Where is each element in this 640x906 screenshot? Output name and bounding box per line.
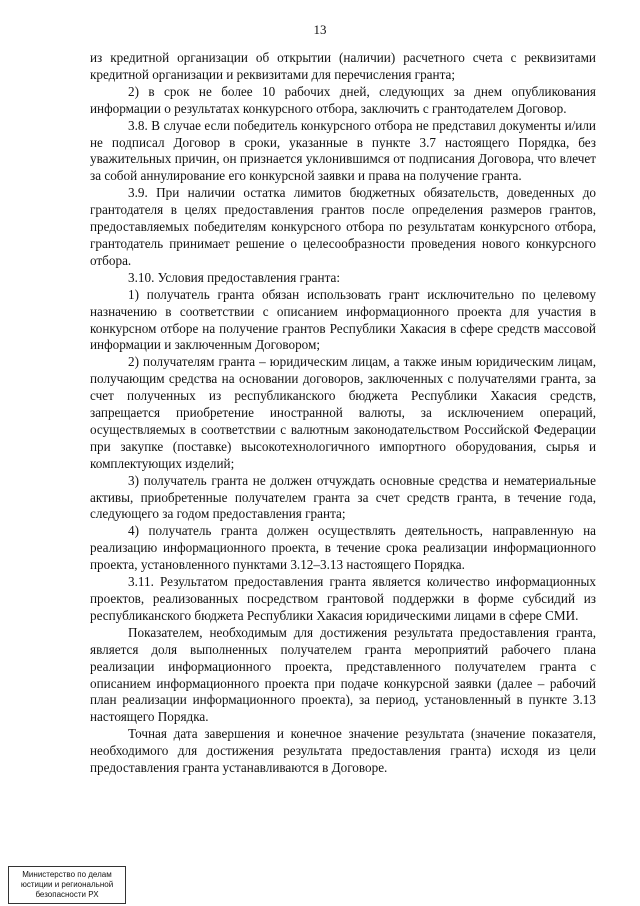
- paragraph-3-9: 3.9. При наличии остатка лимитов бюджетных обязательств, доведенных до грантодателя в целях предоставления грантов после определения размеров грантов, предоставляемых победителям конкурсного отбора по результатам конкурсного отбора, грантодатель принимает решение о целесообразности проведения нового конкурсного отбора.: [90, 185, 596, 268]
- paragraph-3-8: 3.8. В случае если победитель конкурсного отбора не представил документы и/или не подписал Договор в сроки, указанные в пункте 3.7 настоящего Порядка, без уважительных причин, он признается уклонившимся от подписания Договора, что влечет за собой аннулирование его конкурсной заявки и права на получение гранта.: [90, 117, 596, 184]
- paragraph-completion-date: Точная дата завершения и конечное значение результата (значение показателя, необходимого для достижения результата предоставления гранта) исходя из цели предоставления гранта устанавливаются в Договоре.: [90, 726, 596, 776]
- paragraph-condition-3: 3) получатель гранта не должен отчуждать основные средства и нематериальные активы, приобретенные получателем гранта за счет средств гранта, в течение года, следующего за годом предоставления гранта;: [90, 472, 596, 522]
- paragraph-condition-2: 2) получателям гранта – юридическим лицам, а также иным юридическим лицам, получающим средства на основании договоров, заключенных с получателями гранта, за счет полученных из республиканского бюджета Республики Хакасия средств, запрещается приобретение иностранной валюты, за исключением операций, осуществляемых в соответствии с валютным законодательством Российской Федерации при закупке (поставке) высокотехнологичного импортного оборудования, сырья и комплектующих изделий;: [90, 354, 596, 471]
- page-number: 13: [313, 22, 327, 37]
- paragraph-3-10-heading: 3.10. Условия предоставления гранта:: [128, 269, 341, 285]
- stamp-line-2: юстиции и региональной: [20, 880, 114, 889]
- paragraph-indicator: Показателем, необходимым для достижения результата предоставления гранта, является доля выполненных получателем гранта мероприятий рабочего плана реализации информационного проекта, представленного получателем гранта с описанием информационного проекта при подаче конкурсной заявки (далее – рабочий план реализации информационного проекта), за период, установленный в пункте 3.13 настоящего Порядка.: [90, 624, 596, 725]
- paragraph-continuation: из кредитной организации об открытии (наличии) расчетного счета с реквизитами кредитной организации и реквизитами для перечисления гранта;: [90, 50, 596, 82]
- paragraph-condition-1: 1) получатель гранта обязан использовать грант исключительно по целевому назначению в соответствии с описанием информационного проекта для участия в конкурсном отборе на получение грантов Республики Хакасия в сфере средств массовой информации и заключенным Договором;: [90, 286, 596, 353]
- registration-stamp: [8, 866, 126, 904]
- stamp-line-3: безопасности РХ: [35, 890, 99, 899]
- paragraph-3-11: 3.11. Результатом предоставления гранта является количество информационных проектов, реализованных посредством грантовой поддержки в форме субсидий из республиканского бюджета Республики Хакасия юридическими лицами в сфере СМИ.: [90, 574, 596, 623]
- paragraph-item-2: 2) в срок не более 10 рабочих дней, следующих за днем опубликования информации о результатах конкурсного отбора, заключить с грантодателем Договор.: [90, 83, 596, 116]
- stamp-line-1: Министерство по делам: [22, 870, 112, 879]
- paragraph-condition-4: 4) получатель гранта должен осуществлять деятельность, направленную на реализацию информационного проекта, в течение срока реализации информационного проекта, установленного пунктами 3.12–3.13 настоящего Порядка.: [90, 523, 596, 573]
- document-body: [90, 50, 596, 777]
